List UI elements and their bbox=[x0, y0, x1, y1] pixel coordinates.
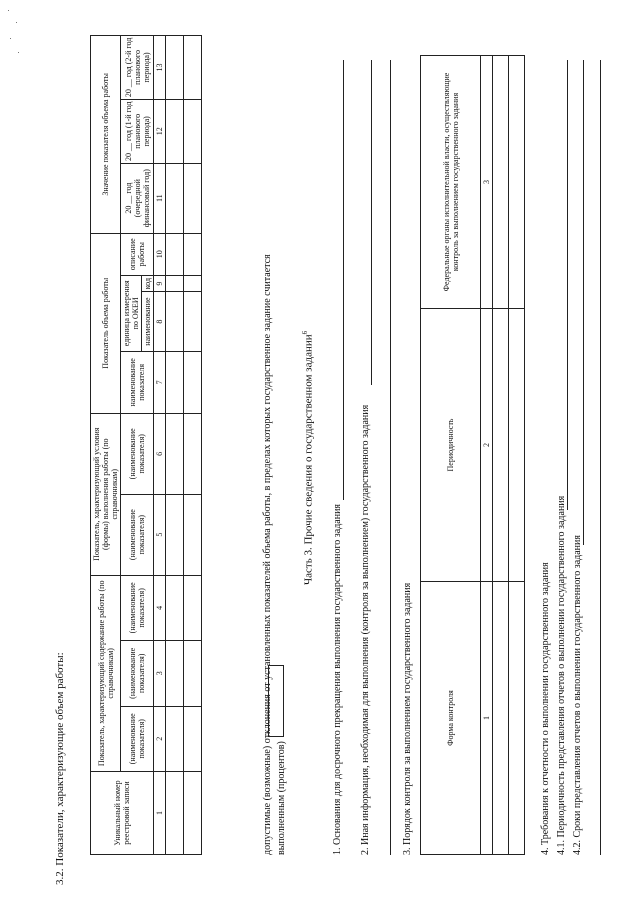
table-row bbox=[184, 36, 202, 855]
item-4-1: 4.1. Периодичность представления отчетов о выполнении государственного задания bbox=[556, 495, 567, 855]
h-unit-name: наименование bbox=[142, 292, 154, 351]
num-row bbox=[481, 56, 493, 855]
num-cell: 10 bbox=[154, 233, 166, 275]
num-row bbox=[154, 36, 166, 855]
h-conditions: Показатель, характеризующий условия (формы) выполнения работы (по справочникам) bbox=[91, 413, 121, 575]
table-row bbox=[166, 36, 184, 855]
num-cell: 3 bbox=[481, 56, 493, 309]
num-cell: 5 bbox=[154, 494, 166, 575]
h-content: Показатель, характеризующий содержание работы (по справочникам) bbox=[91, 575, 121, 771]
num-cell: 1 bbox=[154, 772, 166, 855]
h-year1: 20 __ год (очередной финансовый год) bbox=[121, 163, 154, 233]
num-cell: 4 bbox=[154, 575, 166, 640]
num-cell: 6 bbox=[154, 413, 166, 494]
deviation-text-2: выполненным (процентов) bbox=[276, 741, 287, 855]
item-1-line bbox=[343, 60, 344, 500]
h-unique: Уникальный номер реестровой записи bbox=[91, 772, 154, 855]
item-1: 1. Основания для досрочного прекращения выполнения государственного задания bbox=[332, 503, 343, 855]
h-year2: 20 __ год (1-й год планового периода) bbox=[121, 99, 154, 163]
item-4: 4. Требования к отчетности о выполнении государственного задания bbox=[540, 562, 551, 855]
num-cell: 2 bbox=[481, 309, 493, 582]
h-sub-4: (наименование показателя) bbox=[121, 575, 154, 640]
num-cell: 11 bbox=[154, 163, 166, 233]
h-sub-6: (наименование показателя) bbox=[121, 413, 154, 494]
item-3: 3. Порядок контроля за выполнением государственного задания bbox=[402, 582, 413, 855]
h-volume: Показатель объема работы bbox=[91, 233, 121, 413]
h-period: Периодичность bbox=[421, 309, 481, 582]
num-cell: 8 bbox=[154, 292, 166, 351]
table-row bbox=[493, 56, 509, 855]
h-value: Значение показателя объема работы bbox=[91, 36, 121, 234]
footnote-mark: 6 bbox=[301, 330, 309, 335]
num-cell: 12 bbox=[154, 99, 166, 163]
part3-title-text: Часть 3. Прочие сведения о государственном задании bbox=[302, 334, 315, 585]
h-form: Форма контроля bbox=[421, 582, 481, 855]
item-2-line bbox=[371, 60, 372, 385]
item-4-2-line bbox=[583, 60, 584, 545]
item-4-1-line bbox=[567, 60, 568, 510]
h-sub-5: (наименование показателя) bbox=[121, 494, 154, 575]
h-sub-3: (наименование показателя) bbox=[121, 641, 154, 706]
table-row bbox=[509, 56, 525, 855]
h-name-ind: наименование показателя bbox=[121, 351, 154, 413]
h-sub-2: (наименование показателя) bbox=[121, 706, 154, 771]
section-title: 3.2. Показатели, характеризующие объем работы: bbox=[54, 652, 66, 885]
part3-title bbox=[300, 331, 315, 585]
h-unit: единица измерения по ОКЕИ bbox=[121, 275, 142, 351]
num-cell: 13 bbox=[154, 36, 166, 100]
control-table bbox=[420, 55, 525, 855]
item-2: 2. Иная информация, необходимая для выполнения (контроля за выполнением) государственного задания bbox=[360, 404, 371, 855]
num-cell: 1 bbox=[481, 582, 493, 855]
item-4-2-line-2 bbox=[600, 60, 601, 855]
num-cell: 3 bbox=[154, 641, 166, 706]
item-4-2: 4.2. Сроки представления отчетов о выполнении государственного задания bbox=[572, 535, 583, 855]
h-org: Федеральные органы исполнительной власти, осуществляющие контроль за выполнением государственного задания bbox=[421, 56, 481, 309]
h-year3: 20 __ год (2-й год планового периода) bbox=[121, 36, 154, 100]
num-cell: 9 bbox=[154, 275, 166, 292]
item-2-line-2 bbox=[390, 60, 391, 855]
h-desc: описание работы bbox=[121, 233, 154, 275]
volume-table bbox=[90, 35, 202, 855]
deviation-text-1: допустимые (возможные) отклонения от установленных показателей объема работы, в пределах которых государственное задание считается bbox=[262, 254, 273, 855]
num-cell: 2 bbox=[154, 706, 166, 771]
h-unit-code: код bbox=[142, 275, 154, 292]
deviation-input-box bbox=[268, 665, 284, 737]
num-cell: 7 bbox=[154, 351, 166, 413]
